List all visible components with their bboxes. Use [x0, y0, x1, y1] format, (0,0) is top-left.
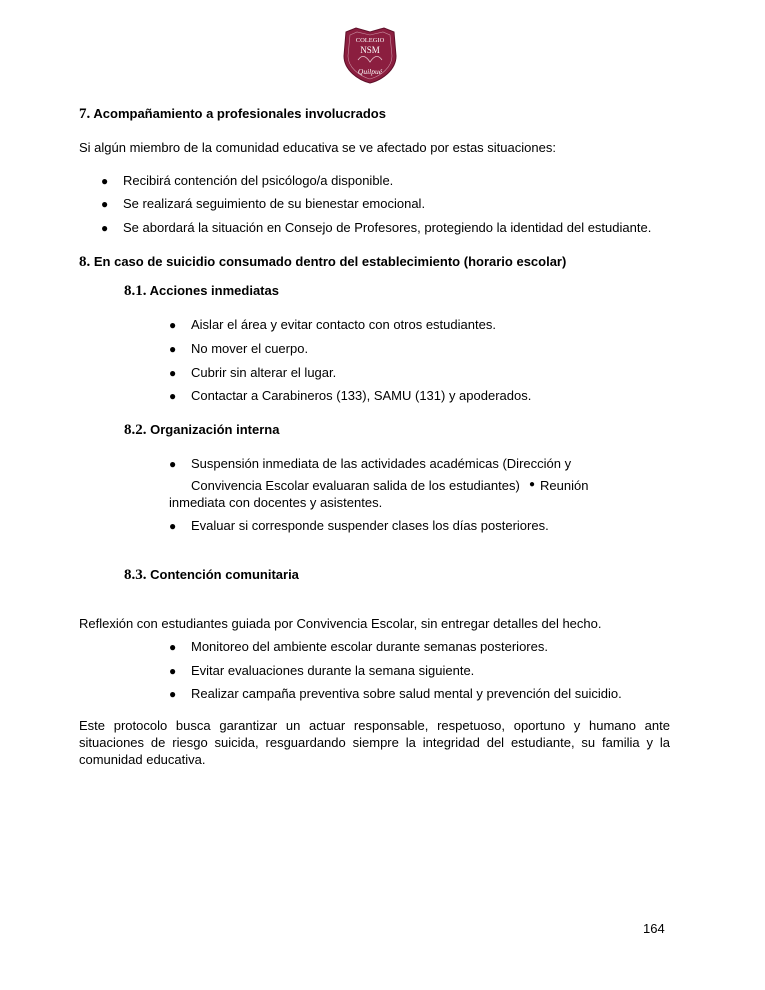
bullet-icon	[169, 390, 176, 402]
section-7-title: Acompañamiento a profesionales involucrados	[93, 106, 386, 121]
section-8-heading	[79, 254, 566, 271]
shield-crest-icon	[342, 26, 398, 84]
subsection-8-1-item: Cubrir sin alterar el lugar.	[191, 365, 337, 380]
logo-text-quilpue: Quilpué	[357, 67, 383, 76]
subsection-8-1-item: Contactar a Carabineros (133), SAMU (131) y apoderados.	[191, 388, 532, 403]
subsection-8-2-number: 8.2.	[124, 422, 147, 438]
school-logo	[342, 26, 398, 84]
closing-paragraph: Este protocolo busca garantizar un actuar responsable, respetuoso, oportuno y humano ante situaciones de riesgo suicida, resguardando siempre la integridad del estudiante, su familia y la comunidad educativa.	[79, 718, 670, 767]
bullet-icon	[169, 458, 176, 470]
logo-text-nsm: NSM	[360, 45, 380, 55]
section-7-intro: Si algún miembro de la comunidad educativa se ve afectado por estas situaciones:	[79, 140, 556, 155]
subsection-8-2-title: Organización interna	[150, 422, 280, 437]
bullet-icon	[169, 319, 176, 331]
subsection-8-2-item: Evaluar si corresponde suspender clases los días posteriores.	[191, 518, 549, 533]
section-7-item: Se abordará la situación en Consejo de Profesores, protegiendo la identidad del estudiante.	[123, 220, 652, 235]
subsection-8-3-item: Monitoreo del ambiente escolar durante semanas posteriores.	[191, 639, 548, 654]
bullet-icon	[169, 641, 176, 653]
bullet-icon	[101, 175, 108, 187]
bullet-icon	[169, 665, 176, 677]
bullet-icon	[169, 343, 176, 355]
section-7-number: 7.	[79, 106, 91, 122]
section-7-item: Recibirá contención del psicólogo/a disponible.	[123, 173, 394, 188]
subsection-8-3-heading	[124, 567, 299, 584]
subsection-8-1-title: Acciones inmediatas	[149, 283, 279, 298]
bullet-icon	[169, 367, 176, 379]
section-7-item: Se realizará seguimiento de su bienestar emocional.	[123, 196, 426, 211]
subsection-8-2-item-line: Reunión	[540, 478, 589, 493]
section-7-heading	[79, 106, 386, 123]
section-8-title: En caso de suicidio consumado dentro del establecimiento (horario escolar)	[93, 254, 567, 269]
subsection-8-1-item: Aislar el área y evitar contacto con otros estudiantes.	[191, 317, 496, 332]
subsection-8-1-number: 8.1.	[124, 283, 147, 299]
subsection-8-1-heading	[124, 283, 279, 300]
bullet-icon	[101, 222, 108, 234]
logo-text-colegio: COLEGIO	[355, 37, 385, 44]
subsection-8-3-item: Evitar evaluaciones durante la semana siguiente.	[191, 663, 475, 678]
subsection-8-3-intro: Reflexión con estudiantes guiada por Convivencia Escolar, sin entregar detalles del hecho.	[79, 616, 602, 631]
subsection-8-3-number: 8.3.	[124, 567, 147, 583]
subsection-8-3-title: Contención comunitaria	[150, 567, 299, 582]
subsection-8-2-item-line: Suspensión inmediata de las actividades académicas (Dirección y	[191, 456, 572, 471]
page-number: 164	[643, 921, 665, 936]
subsection-8-2-item-line: Convivencia Escolar evaluaran salida de los estudiantes)	[191, 478, 520, 493]
bullet-icon	[169, 688, 176, 700]
bullet-icon	[169, 520, 176, 532]
subsection-8-3-item: Realizar campaña preventiva sobre salud mental y prevención del suicidio.	[191, 686, 622, 701]
section-8-number: 8.	[79, 254, 91, 270]
subsection-8-2-item-line: inmediata con docentes y asistentes.	[169, 495, 383, 510]
bullet-icon	[101, 198, 108, 210]
subsection-8-2-heading	[124, 422, 279, 439]
subsection-8-1-item: No mover el cuerpo.	[191, 341, 309, 356]
bullet-icon	[529, 480, 535, 490]
